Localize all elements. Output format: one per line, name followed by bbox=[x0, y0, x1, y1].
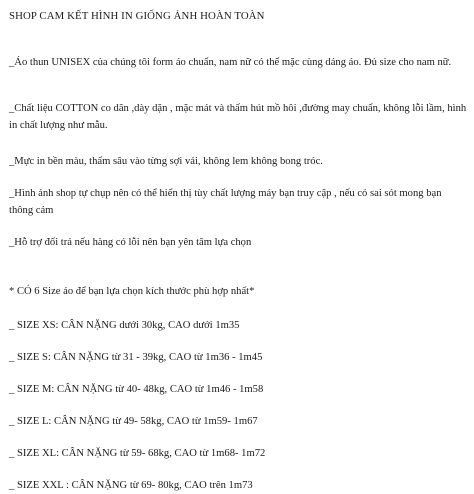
size-s: _ SIZE S: CÂN NẶNG từ 31 - 39kg, CAO từ 1m36 - 1m45 bbox=[9, 352, 263, 363]
paragraph-return-policy: _Hỗ trợ đổi trả nếu hàng có lỗi nên bạn yên tâm lựa chọn bbox=[9, 237, 252, 248]
size-l: _ SIZE L: CÂN NẶNG từ 49- 58kg, CAO từ 1m59- 1m67 bbox=[9, 416, 258, 427]
description-title: SHOP CAM KẾT HÌNH IN GIỐNG ẢNH HOÀN TOÀN bbox=[9, 10, 265, 22]
paragraph-unisex: _Áo thun UNISEX của chúng tôi form áo chuẩn, nam nữ có thể mặc cùng dáng áo. Đủ size cho nam nữ. bbox=[9, 57, 452, 68]
paragraph-material: _Chất liệu COTTON co dãn ,dày dặn , mặc mát và thấm hút mồ hôi ,đường may chuẩn, không lỗi lầm, hình in chất lượng như mẫu. bbox=[9, 103, 467, 131]
size-xs: _ SIZE XS: CÂN NẶNG dưới 30kg, CAO dưới 1m35 bbox=[9, 320, 240, 331]
size-xl: _ SIZE XL: CÂN NẶNG từ 59- 68kg, CAO từ 1m68- 1m72 bbox=[9, 448, 266, 459]
paragraph-ink: _Mực in bền màu, thấm sâu vào từng sợi vải, không lem không bong tróc. bbox=[9, 156, 323, 167]
size-m: _ SIZE M: CÂN NẶNG từ 40- 48kg, CAO từ 1m46 - 1m58 bbox=[9, 384, 264, 395]
paragraph-photo-note: _Hình ảnh shop tự chụp nên có thể hiển thị tùy chất lượng máy bạn truy cập , nếu có sai sót mong bạn thông cảm bbox=[9, 188, 442, 216]
size-xxl: _ SIZE XXL : CÂN NẶNG từ 69- 80kg, CAO trên 1m73 bbox=[9, 480, 253, 491]
size-intro: * CÓ 6 Size áo để bạn lựa chọn kích thước phù hợp nhất* bbox=[9, 286, 255, 297]
